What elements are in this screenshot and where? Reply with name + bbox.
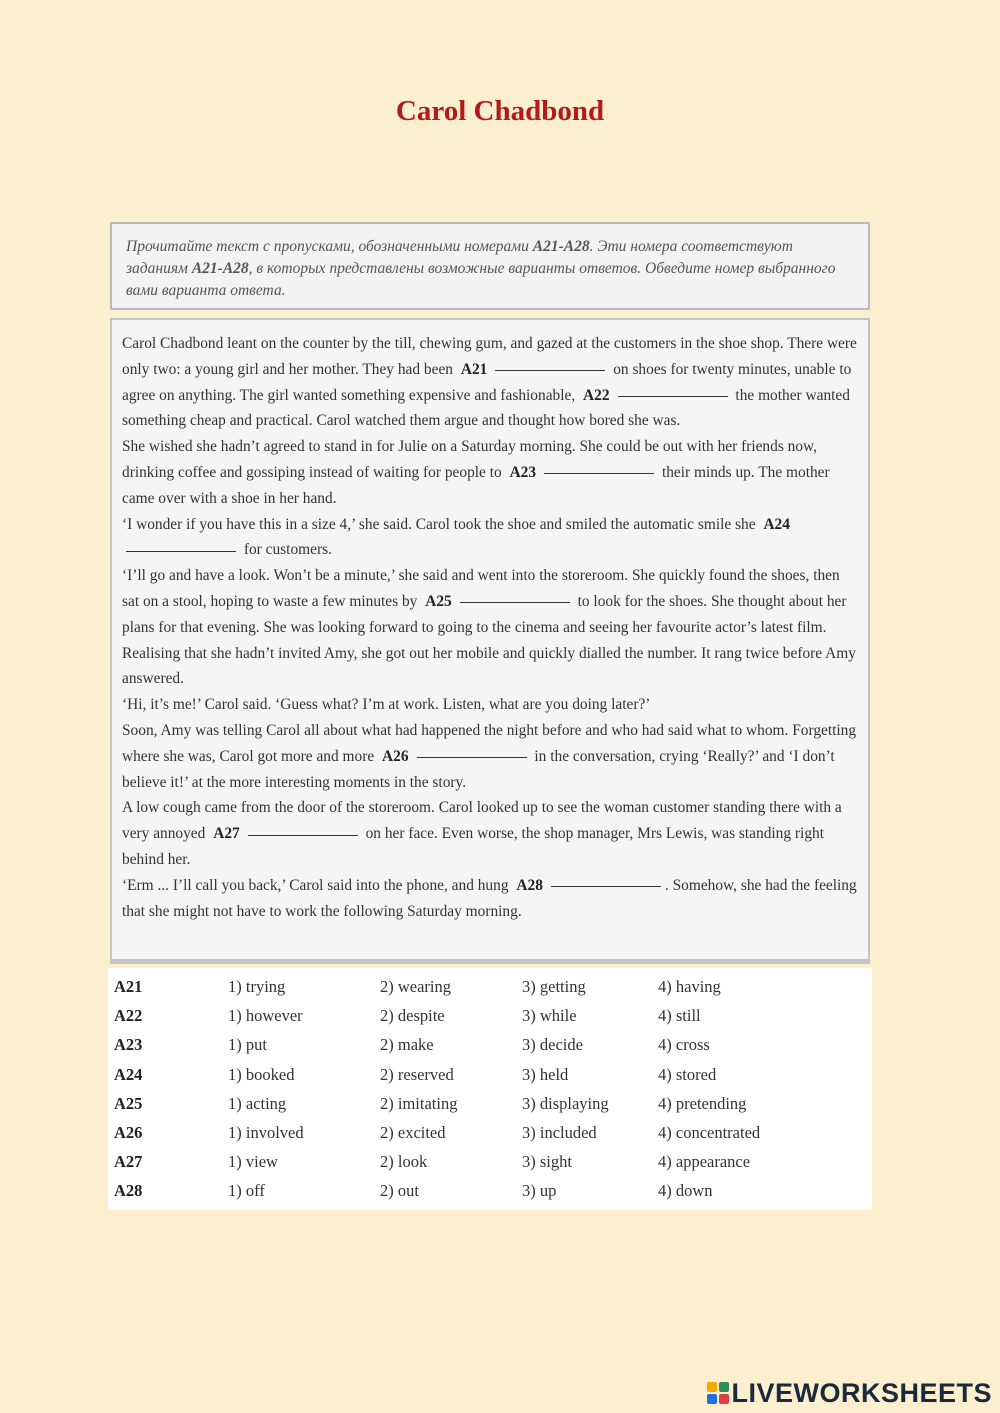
passage-paragraph: [122, 692, 858, 718]
answer-option[interactable]: 4) stored: [658, 1064, 717, 1084]
passage-text: ‘I’ll go and have a look. Won’t be a minute,’ she said and went into the storeroom. She quickly found the shoes, then sat on a stool, hoping to waste a few minutes by: [122, 567, 840, 610]
answer-option[interactable]: 1) trying: [228, 977, 286, 996]
answer-option[interactable]: 3) displaying: [522, 1093, 609, 1113]
passage-text: Soon, Amy was telling Carol all about what had happened the night before and who had said what to whom. Forgetting where she was, Carol got more and more: [122, 721, 857, 765]
gap-blank-a23[interactable]: [544, 472, 654, 474]
gap-label-a28: A28: [516, 876, 543, 894]
answer-option[interactable]: 4) still: [658, 1006, 701, 1026]
answer-option[interactable]: 2) out: [380, 1181, 419, 1201]
passage-paragraph: [122, 512, 858, 564]
question-code: A24: [114, 1064, 143, 1084]
answer-option[interactable]: 2) despite: [380, 1006, 445, 1026]
page-title: Carol Chadbond: [395, 95, 605, 127]
gap-label-a24: A24: [763, 515, 790, 533]
gap-label-a21: A21: [460, 360, 488, 378]
logo-square: [719, 1394, 729, 1404]
gap-label-a26: A26: [382, 747, 409, 765]
logo-square: [719, 1382, 729, 1392]
answer-option[interactable]: 3) up: [522, 1181, 557, 1201]
answer-option[interactable]: 3) while: [522, 1006, 577, 1026]
answer-option[interactable]: 4) appearance: [658, 1152, 751, 1172]
answer-option[interactable]: 1) acting: [228, 1093, 287, 1113]
option-row-a23: [108, 1031, 872, 1060]
liveworksheets-brand[interactable]: [707, 1378, 992, 1408]
answer-option[interactable]: 3) included: [522, 1122, 597, 1142]
passage-paragraph: [122, 434, 858, 511]
answer-option[interactable]: 2) make: [380, 1035, 434, 1055]
answer-option[interactable]: 1) booked: [228, 1064, 295, 1084]
passage-text: on her face. Even worse, the shop manager, Mrs Lewis, was standing right behind her.: [122, 825, 824, 868]
gap-blank-a26[interactable]: [417, 756, 527, 758]
passage-text: She wished she hadn’t agreed to stand in for Julie on a Saturday morning. She could be out with her friends now, drinking coffee and gossiping instead of waiting for people to: [122, 438, 818, 481]
passage-text: Carol Chadbond leant on the counter by the till, chewing gum, and gazed at the customers in the shoe shop. There were only two: a young girl and her mother. They had been: [122, 335, 857, 378]
answer-option[interactable]: 2) look: [380, 1152, 428, 1172]
passage-paragraph: [122, 331, 858, 434]
answer-option[interactable]: 2) imitating: [380, 1093, 458, 1113]
passage-text: . Somehow, she had the feeling that she might not have to work the following Saturday morning.: [122, 876, 857, 920]
answer-options-table: [108, 968, 872, 1210]
answer-option[interactable]: 1) put: [228, 1035, 267, 1055]
answer-option[interactable]: 3) sight: [522, 1152, 572, 1172]
passage-text: to look for the shoes. She thought about her plans for that evening. She was looking forward to going to the cinema and seeing her favourite actor’s latest film. Realising that she hadn’t invited Amy, she got out her mobile and quickly dialled the number. It rang twice before Amy answered.: [122, 592, 856, 688]
passage-text: in the conversation, crying ‘Really?’ and ‘I don’t believe it!’ at the more interesting moments in the story.: [122, 747, 835, 791]
answer-option[interactable]: 2) excited: [380, 1122, 446, 1142]
answer-option[interactable]: 1) however: [228, 1006, 303, 1026]
brand-name: LIVEWORKSHEETS: [731, 1377, 992, 1408]
passage-text: ‘Erm ... I’ll call you back,’ Carol said into the phone, and hung: [122, 876, 509, 894]
instructions-text: Прочитайте текст с пропусками, обозначенными номерами: [126, 238, 533, 255]
passage-text: ‘I wonder if you have this in a size 4,’ she said. Carol took the shoe and smiled the automatic smile she: [122, 515, 756, 533]
gap-blank-a27[interactable]: [248, 834, 358, 836]
answer-option[interactable]: 4) having: [658, 977, 721, 996]
question-code: A26: [114, 1122, 143, 1142]
answer-option[interactable]: 4) cross: [658, 1035, 710, 1055]
answer-option[interactable]: 3) decide: [522, 1035, 583, 1055]
answer-option[interactable]: 4) concentrated: [658, 1122, 761, 1142]
passage-text: the mother wanted something cheap and practical. Carol watched them argue and thought how bored she was.: [122, 386, 850, 430]
gap-blank-a25[interactable]: [460, 601, 570, 603]
question-code: A23: [114, 1035, 143, 1055]
answer-option[interactable]: 1) view: [228, 1152, 278, 1172]
passage-paragraph: [122, 873, 858, 925]
option-row-a28: [108, 1177, 872, 1206]
passage-paragraph: [122, 718, 858, 795]
passage-text: A low cough came from the door of the storeroom. Carol looked up to see the woman customer standing there with a very annoyed: [122, 799, 842, 843]
gap-blank-a24[interactable]: [126, 550, 236, 552]
answer-option[interactable]: 3) held: [522, 1064, 569, 1084]
answer-option[interactable]: 1) involved: [228, 1122, 304, 1142]
option-row-a22: [108, 1002, 872, 1031]
answer-option[interactable]: 3) getting: [522, 977, 586, 996]
gap-label-a23: A23: [509, 463, 537, 481]
instructions-box: [110, 222, 870, 310]
gap-blank-a21[interactable]: [495, 369, 605, 371]
answer-option[interactable]: 4) pretending: [658, 1093, 747, 1113]
question-code: A22: [114, 1006, 143, 1026]
passage-text: for customers.: [243, 541, 332, 559]
option-row-a25: [108, 1090, 872, 1119]
passage-paragraph: [122, 563, 858, 692]
gap-label-a27: A27: [213, 825, 240, 843]
option-row-a26: [108, 1119, 872, 1148]
option-row-a24: [108, 1061, 872, 1090]
option-row-a21: [108, 973, 872, 1002]
passage-text: on shoes for twenty minutes, unable to agree on anything. The girl wanted something expensive and fashionable,: [122, 360, 852, 404]
option-row-a27: [108, 1148, 872, 1177]
gap-label-a22: A22: [583, 386, 610, 404]
instructions-range: A21-A28: [191, 260, 249, 277]
answer-option[interactable]: 2) reserved: [380, 1064, 454, 1084]
passage-text: ‘Hi, it’s me!’ Carol said. ‘Guess what? I’m at work. Listen, what are you doing later?’: [122, 696, 651, 714]
logo-square: [707, 1394, 717, 1404]
gap-blank-a22[interactable]: [618, 395, 728, 397]
instructions-text: , в которых представлены возможные варианты ответов. Обведите номер выбранного вами варианта ответа.: [126, 260, 836, 299]
question-code: A21: [114, 977, 143, 996]
answer-option[interactable]: 4) down: [658, 1181, 713, 1201]
liveworksheets-logo-icon: [707, 1382, 729, 1404]
answer-option[interactable]: 1) off: [228, 1181, 265, 1201]
question-code: A25: [114, 1093, 143, 1113]
question-code: A27: [114, 1152, 143, 1172]
gap-blank-a28[interactable]: [551, 885, 661, 887]
question-code: A28: [114, 1181, 143, 1201]
logo-square: [707, 1382, 717, 1392]
instructions-text: . Эти номера соответствуют заданиям: [126, 238, 793, 277]
instructions-range: A21-A28: [532, 238, 590, 255]
passage-text: their minds up. The mother came over with a shoe in her hand.: [122, 463, 830, 507]
passage-paragraph: [122, 795, 858, 872]
answer-option[interactable]: 2) wearing: [380, 977, 452, 996]
reading-passage: [110, 318, 870, 964]
gap-label-a25: A25: [425, 592, 452, 610]
